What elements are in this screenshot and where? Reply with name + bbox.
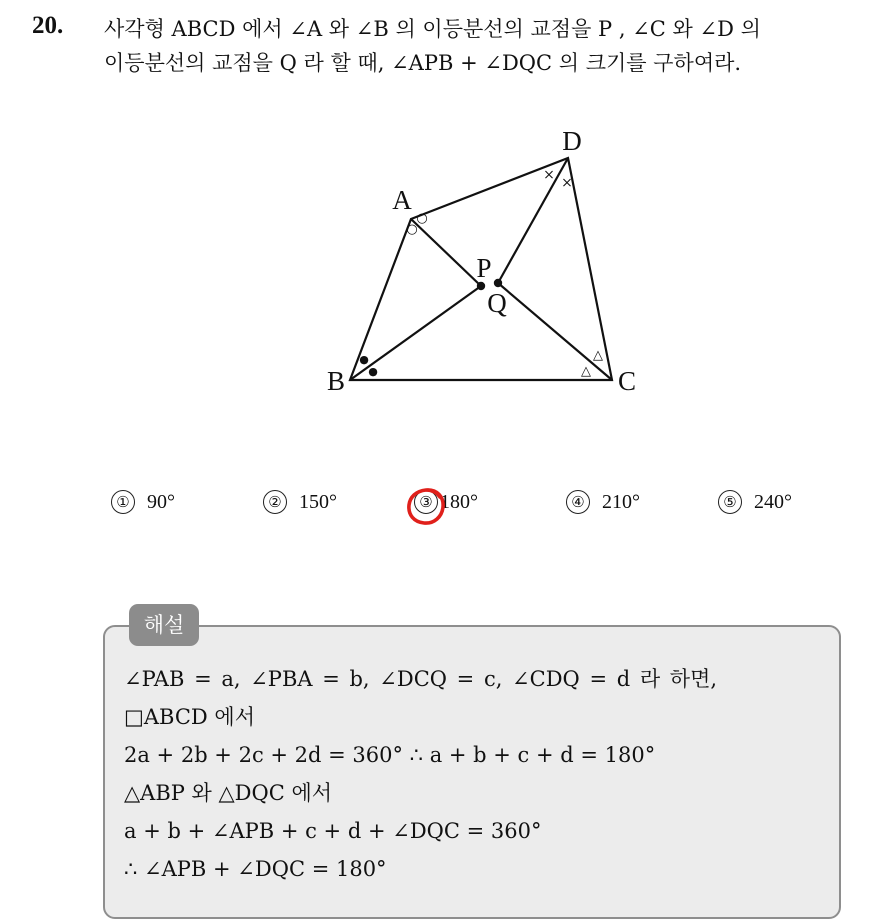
angle-mark-b1: ●: [359, 353, 369, 366]
solution-line-1: ∠PAB = a, ∠PBA = b, ∠DCQ = c, ∠CDQ = d 라 하면,: [124, 667, 718, 691]
choice-value-5: 240°: [754, 491, 792, 513]
problem-number: 20.: [32, 12, 64, 39]
angle-mark-d1: ×: [543, 167, 555, 183]
choice-number-5: ⑤: [718, 490, 742, 514]
angle-mark-c2: △: [581, 364, 591, 379]
choice-4[interactable]: [566, 490, 640, 514]
solution-line-2: □ABCD 에서: [124, 705, 255, 729]
vertex-label-b: B: [326, 366, 346, 396]
bisector-a: [411, 219, 481, 286]
solution-line-3: 2a + 2b + 2c + 2d = 360° ∴ a + b + c + d = 180°: [124, 743, 656, 767]
choice-value-2: 150°: [299, 491, 337, 513]
angle-mark-a2: ○: [406, 222, 418, 237]
solution-line-5: a + b + ∠APB + c + d + ∠DQC = 360°: [124, 819, 542, 843]
bisector-d: [498, 158, 568, 283]
choice-value-1: 90°: [147, 491, 175, 513]
vertex-label-c: C: [617, 366, 637, 396]
point-q: [494, 279, 502, 287]
choice-number-4: ④: [566, 490, 590, 514]
solution-line-4: △ABP 와 △DQC 에서: [124, 781, 333, 805]
angle-mark-b2: ●: [368, 365, 378, 378]
angle-mark-a1: ○: [416, 211, 428, 226]
choice-value-3: 180°: [440, 491, 478, 513]
choice-value-4: 210°: [602, 491, 640, 513]
angle-mark-c1: △: [593, 348, 603, 363]
choice-2[interactable]: [263, 490, 337, 514]
vertex-label-d: D: [562, 126, 582, 156]
problem-line-2: 이등분선의 교점을 Q 라 할 때, ∠APB + ∠DQC 의 크기를 구하여라.: [104, 51, 742, 75]
choice-5[interactable]: [718, 490, 792, 514]
point-p: [477, 282, 485, 290]
vertex-label-a: A: [392, 185, 412, 215]
point-label-q: Q: [487, 288, 507, 318]
solution-content: [124, 660, 834, 888]
choice-number-3: ③: [414, 490, 438, 514]
choice-1[interactable]: [111, 490, 175, 514]
solution-line-6: ∴ ∠APB + ∠DQC = 180°: [124, 857, 387, 881]
answer-marking-circle: [404, 486, 448, 528]
solution-tab: 해설: [129, 604, 199, 646]
choice-number-2: ②: [263, 490, 287, 514]
point-label-p: P: [476, 253, 492, 283]
problem-line-1: 사각형 ABCD 에서 ∠A 와 ∠B 의 이등분선의 교점을 P , ∠C 와 ∠D 의: [104, 17, 761, 41]
angle-mark-d2: ×: [561, 175, 573, 191]
quadrilateral-figure: [0, 0, 884, 460]
choice-number-1: ①: [111, 490, 135, 514]
